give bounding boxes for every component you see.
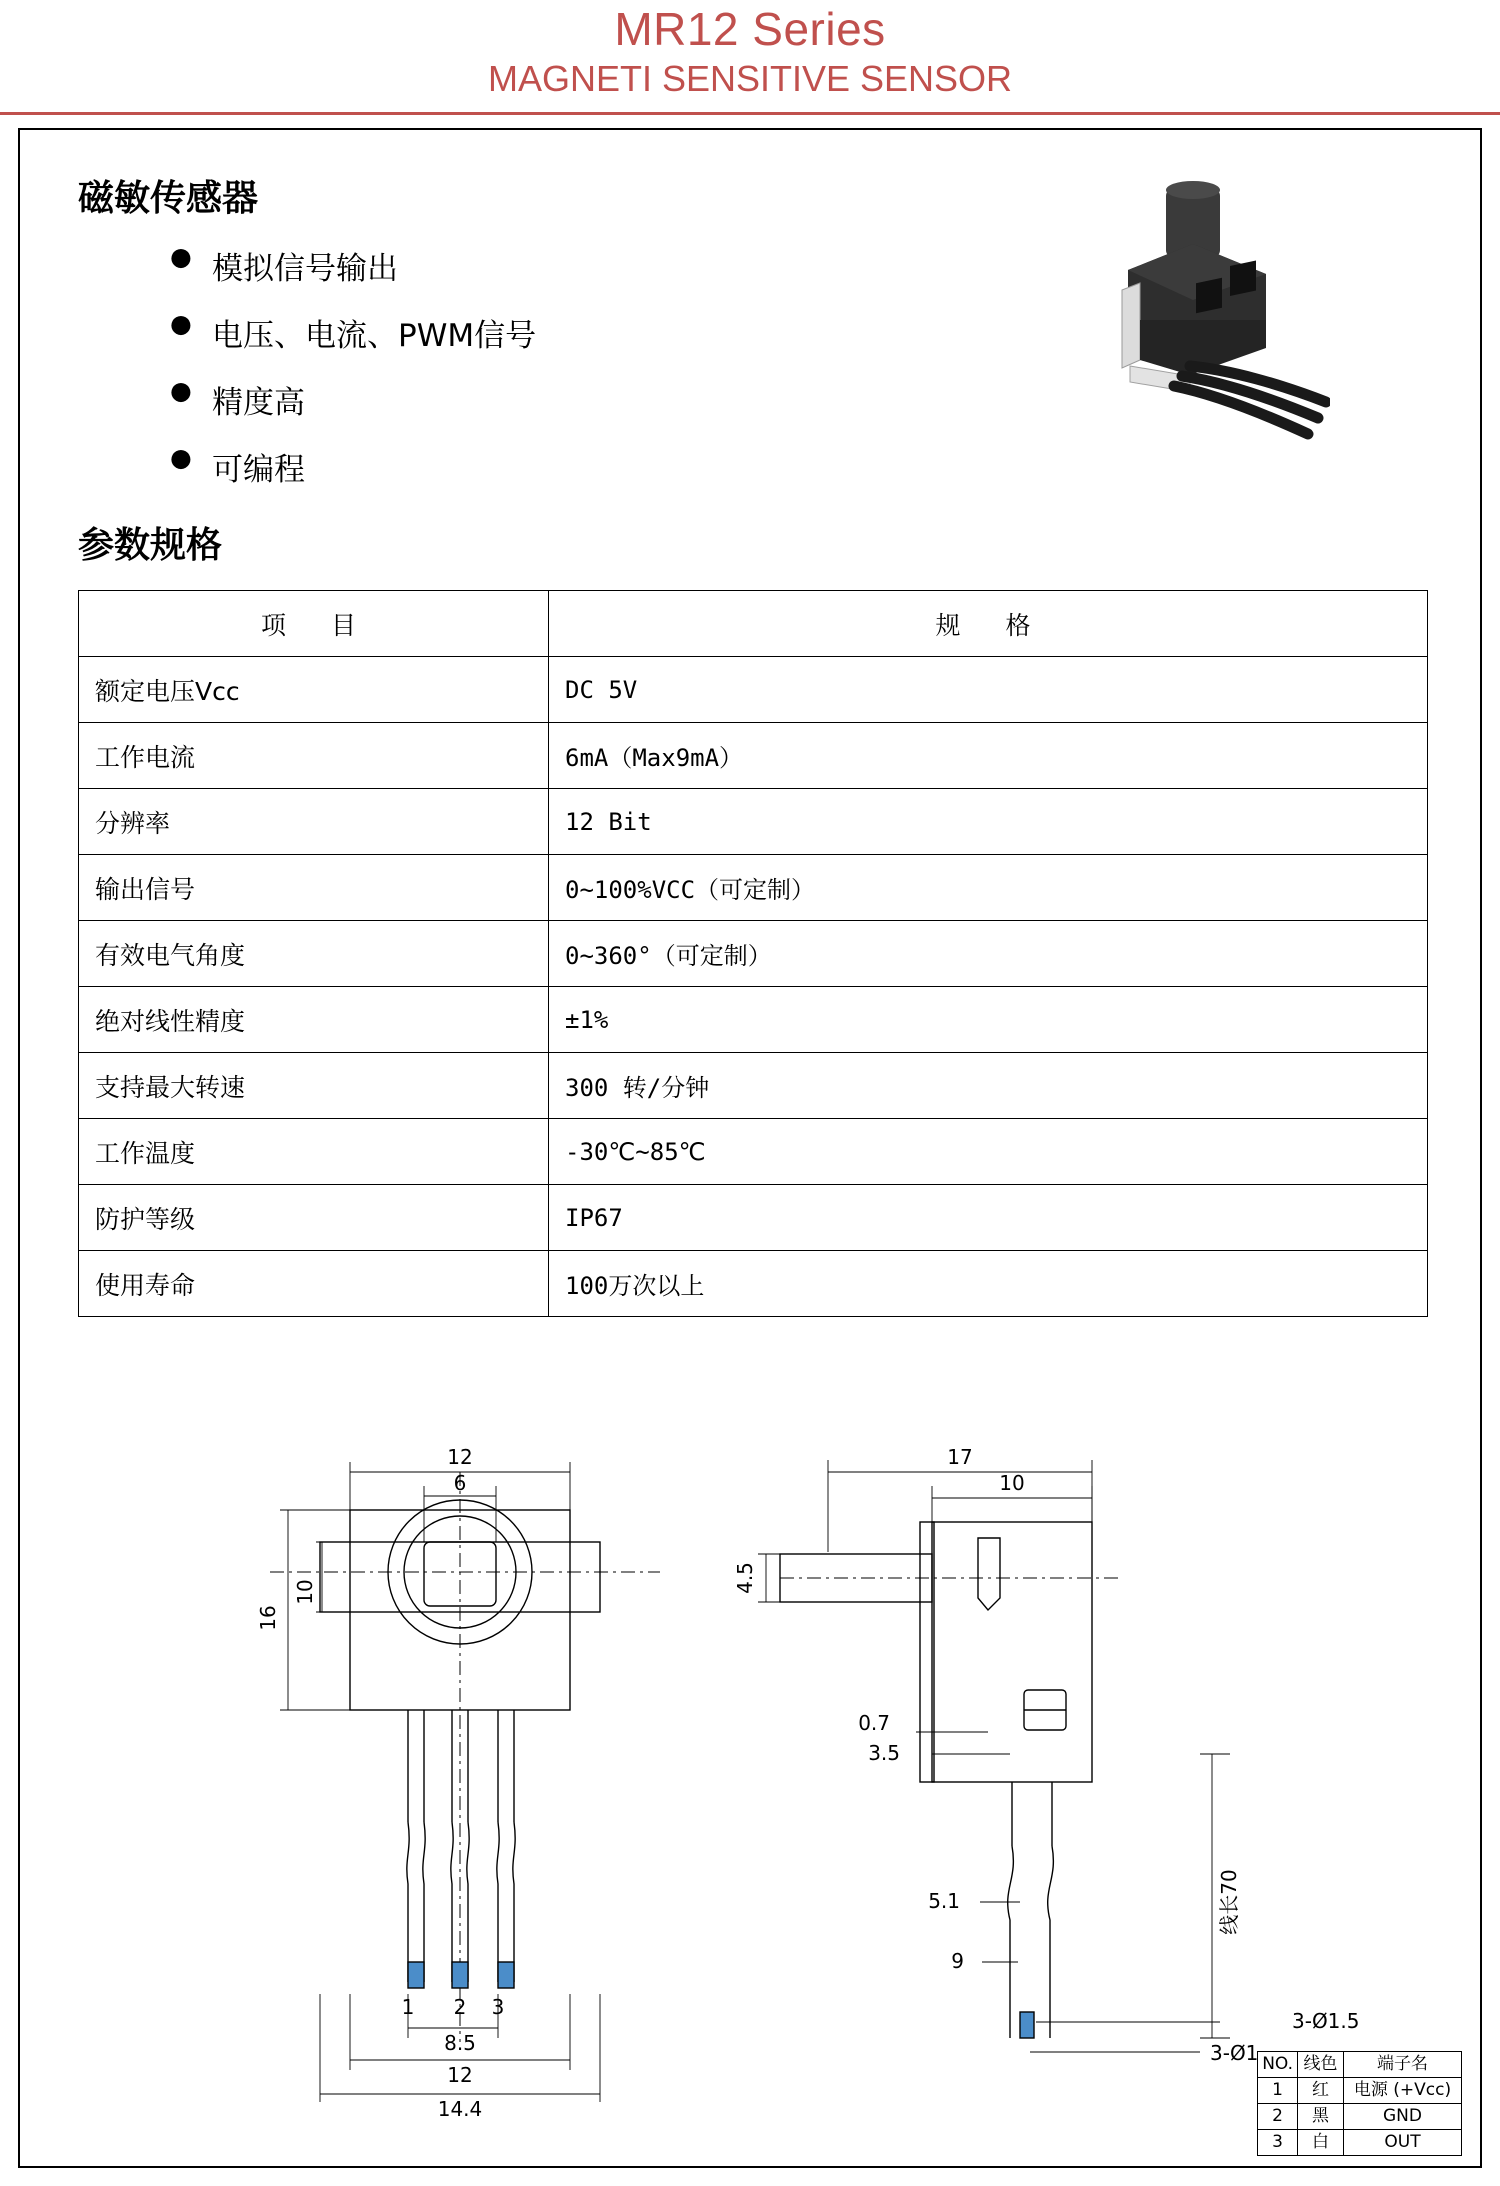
spec-value: 0~100%VCC（可定制） [549,855,1428,921]
terminal-color: 白 [1298,2130,1344,2156]
table-row [79,1119,1428,1185]
content-frame [18,128,1482,2168]
terminal-color: 黑 [1298,2104,1344,2130]
dim-label: 9 [951,1949,964,1973]
sensor-illustration [1070,170,1330,450]
page-title: MR12 Series [614,3,886,55]
terminal-no: 2 [1258,2104,1298,2130]
page-subtitle: MAGNETI SENSITIVE SENSOR [487,57,1013,99]
list-item: ● 精度高 [170,377,1440,422]
spec-value: 100万次以上 [549,1251,1428,1317]
dimension-drawing [20,1402,1484,2162]
table-row [79,657,1428,723]
dim-label: 4.5 [733,1562,757,1594]
dim-label: 1 [401,1995,415,2019]
dim-label: 3-Ø1 [1210,2041,1259,2065]
column-header-no: NO. [1258,2052,1298,2078]
dim-label: 10 [293,1579,317,1605]
table-row [79,1251,1428,1317]
spec-item: 使用寿命 [79,1251,549,1317]
dim-label: 0.7 [858,1711,890,1735]
spec-value: -30℃~85℃ [549,1119,1428,1185]
column-header-item: 项 目 [79,591,549,657]
spec-item: 分辨率 [79,789,549,855]
spec-section-heading: 参数规格 [78,525,223,566]
dim-label: 5.1 [928,1889,960,1913]
terminal-color: 红 [1298,2078,1344,2104]
spec-item: 工作温度 [79,1119,549,1185]
table-row [79,789,1428,855]
list-item: ● 可编程 [170,444,1440,489]
intro-heading: 磁敏传感器 [78,178,259,219]
terminal-table [1257,2051,1462,2156]
spec-value: 6mA（Max9mA） [549,723,1428,789]
spec-item: 输出信号 [79,855,549,921]
table-row [79,921,1428,987]
spec-value: IP67 [549,1185,1428,1251]
terminal-no: 1 [1258,2078,1298,2104]
dim-label: 3 [491,1995,505,2019]
spec-item: 绝对线性精度 [79,987,549,1053]
spec-item: 额定电压Vcc [79,657,549,723]
spec-value: 0~360°（可定制） [549,921,1428,987]
dim-label: 2 [453,1995,467,2019]
terminal-name: 电源 (+Vcc) [1344,2078,1462,2104]
spec-value: 300 转/分钟 [549,1053,1428,1119]
dim-label: 8.5 [444,2031,476,2055]
dim-label: 12 [447,1445,473,1469]
table-header-row [1258,2052,1462,2078]
dim-label: 17 [947,1445,973,1469]
spec-value: DC 5V [549,657,1428,723]
dim-label: 16 [256,1605,280,1631]
dim-label: 3.5 [868,1741,900,1765]
list-item: ● 模拟信号输出 [170,243,1440,288]
table-row [79,1185,1428,1251]
header-divider [0,112,1500,115]
table-row [1258,2104,1462,2130]
dim-label: 线长70 [1217,1869,1241,1935]
table-row [79,723,1428,789]
spec-table [78,590,1428,1317]
table-row [1258,2078,1462,2104]
technical-drawings [20,1402,1484,2162]
dim-label: 6 [453,1471,467,1495]
spec-item: 有效电气角度 [79,921,549,987]
table-header-row [79,591,1428,657]
column-header-name: 端子名 [1344,2052,1462,2078]
table-row [79,987,1428,1053]
product-photo [1070,170,1330,450]
spec-item: 支持最大转速 [79,1053,549,1119]
table-row [79,855,1428,921]
table-row [1258,2130,1462,2156]
spec-item: 工作电流 [79,723,549,789]
column-header-color: 线色 [1298,2052,1344,2078]
dim-label: 14.4 [437,2097,483,2121]
dim-label: 10 [999,1471,1025,1495]
table-row [79,1053,1428,1119]
page-header [0,0,1500,106]
spec-item: 防护等级 [79,1185,549,1251]
column-header-spec: 规 格 [549,591,1428,657]
terminal-no: 3 [1258,2130,1298,2156]
dim-label: 12 [447,2063,473,2087]
terminal-name: GND [1344,2104,1462,2130]
terminal-name: OUT [1344,2130,1462,2156]
spec-value: 12 Bit [549,789,1428,855]
spec-value: ±1% [549,987,1428,1053]
dim-label: 3-Ø1.5 [1292,2009,1360,2033]
list-item: ● 电压、电流、PWM信号 [170,310,1440,355]
